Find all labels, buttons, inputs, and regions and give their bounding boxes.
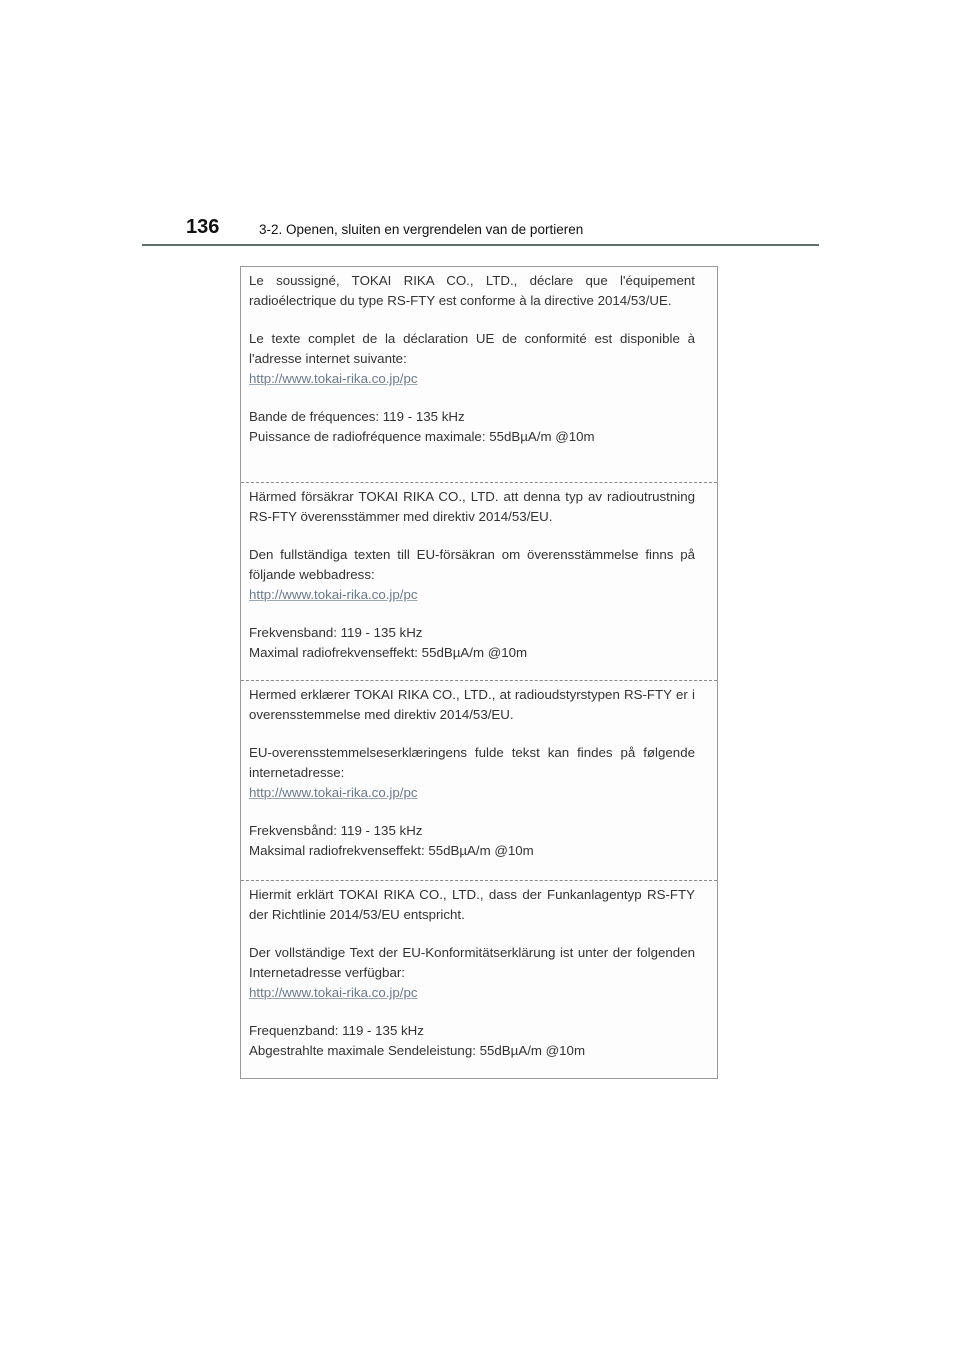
declaration-full-text-note: Den fullständiga texten till EU-försäkran om överensstämmelse finns på följande webbadress: [249, 547, 695, 582]
declaration-full-text-note: Der vollständige Text der EU-Konformitätserklärung ist unter der folgenden Internetadresse verfügbar: [249, 945, 695, 980]
page-header [142, 212, 819, 246]
max-power: Abgestrahlte maximale Sendeleistung: 55dBµA/m @10m [249, 1043, 586, 1058]
header-rule [142, 244, 819, 246]
declaration-swedish [241, 482, 717, 680]
declaration-intro: Härmed försäkrar TOKAI RIKA CO., LTD. att denna typ av radioutrustning RS-FTY överensstämmer med direktiv 2014/53/EU. [249, 489, 695, 524]
frequency-band: Frequenzband: 119 - 135 kHz [249, 1023, 424, 1038]
page-number: 136 [186, 216, 220, 238]
declaration-link[interactable]: http://www.tokai-rika.co.jp/pc [249, 587, 418, 602]
frequency-band: Bande de fréquences: 119 - 135 kHz [249, 409, 465, 424]
declaration-german [241, 880, 717, 1080]
declaration-link[interactable]: http://www.tokai-rika.co.jp/pc [249, 371, 418, 386]
frequency-band: Frekvensbånd: 119 - 135 kHz [249, 823, 423, 838]
declaration-danish [241, 680, 717, 880]
declaration-intro: Hermed erklærer TOKAI RIKA CO., LTD., at radioudstyrstypen RS-FTY er i overensstemmelse med direktiv 2014/53/EU. [249, 687, 695, 722]
max-power: Maksimal radiofrekvenseffekt: 55dBµA/m @10m [249, 843, 534, 858]
declaration-link[interactable]: http://www.tokai-rika.co.jp/pc [249, 985, 418, 1000]
frequency-band: Frekvensband: 119 - 135 kHz [249, 625, 423, 640]
declaration-intro: Le soussigné, TOKAI RIKA CO., LTD., déclare que l'équipement radioélectrique du type RS-FTY est conforme à la directive 2014/53/UE. [249, 273, 695, 308]
declaration-french [241, 267, 717, 482]
declaration-full-text-note: Le texte complet de la déclaration UE de conformité est disponible à l'adresse internet suivante: [249, 331, 695, 366]
declaration-full-text-note: EU-overensstemmelseserklæringens fulde tekst kan findes på følgende internetadresse: [249, 745, 695, 780]
max-power: Puissance de radiofréquence maximale: 55dBµA/m @10m [249, 429, 595, 444]
chapter-title: 3-2. Openen, sluiten en vergrendelen van de portieren [259, 222, 584, 237]
max-power: Maximal radiofrekvenseffekt: 55dBµA/m @10m [249, 645, 528, 660]
declaration-link[interactable]: http://www.tokai-rika.co.jp/pc [249, 785, 418, 800]
declaration-intro: Hiermit erklärt TOKAI RIKA CO., LTD., dass der Funkanlagentyp RS-FTY der Richtlinie 2014/53/EU entspricht. [249, 887, 695, 922]
declaration-box [240, 266, 718, 1079]
